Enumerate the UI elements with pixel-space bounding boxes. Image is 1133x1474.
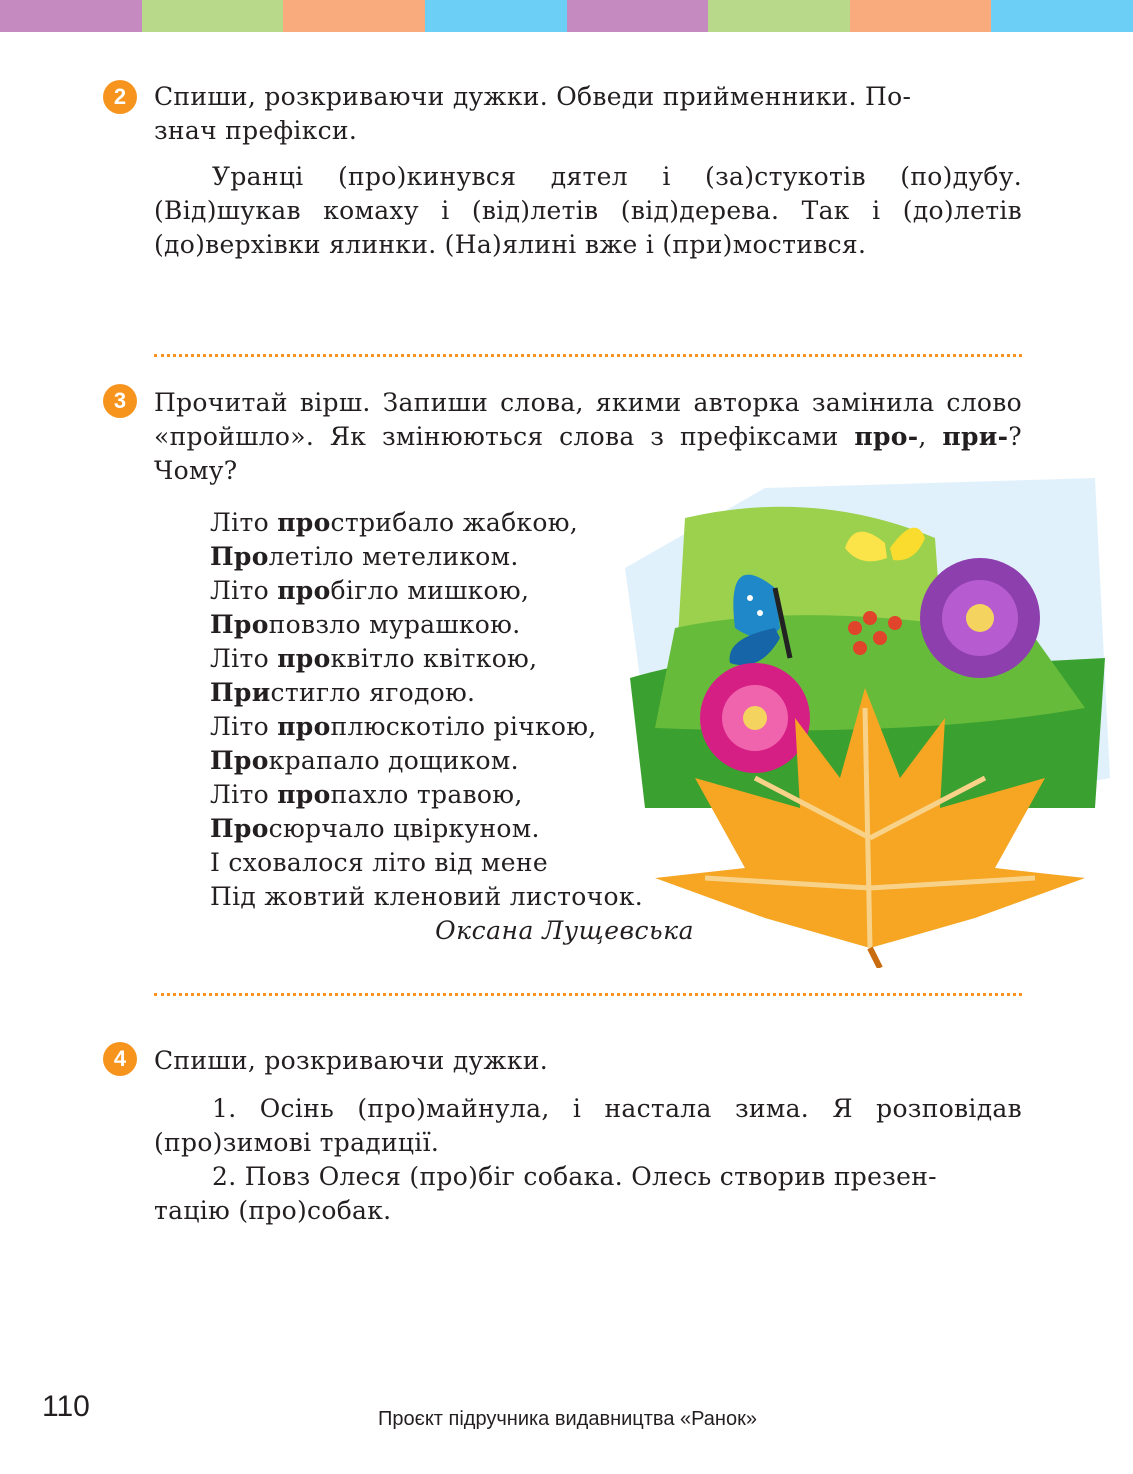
poem-text: крапало дощиком. bbox=[268, 746, 519, 775]
poem-text: повзло мурашкою. bbox=[268, 610, 521, 639]
poem-line bbox=[210, 744, 643, 778]
poem-prefix: Про bbox=[210, 542, 269, 571]
poem-prefix: про bbox=[277, 644, 331, 673]
task-number-badge: 2 bbox=[103, 80, 137, 114]
task-3-instruction bbox=[154, 386, 1022, 488]
prefix-pry: при- bbox=[942, 422, 1009, 451]
stripe-segment bbox=[850, 0, 992, 32]
stripe-segment bbox=[142, 0, 284, 32]
poem-line bbox=[210, 506, 643, 540]
task-4-instruction: Спиши, розкриваючи дужки. bbox=[154, 1046, 548, 1075]
poem-text: стигло ягодою. bbox=[270, 678, 476, 707]
poem-line bbox=[210, 608, 643, 642]
dotted-divider bbox=[154, 993, 1022, 996]
task-number-badge: 3 bbox=[103, 384, 137, 418]
poem-prefix: Про bbox=[210, 746, 269, 775]
poem-text: бігло мишкою, bbox=[330, 576, 530, 605]
stripe-segment bbox=[425, 0, 567, 32]
page-number: 110 bbox=[42, 1390, 90, 1423]
poem-line bbox=[210, 540, 643, 574]
task-4 bbox=[154, 1044, 1022, 1228]
prefix-pro: про- bbox=[854, 422, 919, 451]
stripe-segment bbox=[283, 0, 425, 32]
poem-prefix: Про bbox=[210, 814, 269, 843]
poem-text: плюскотіло річкою, bbox=[330, 712, 597, 741]
task-4-item-1: 1. Осінь (про)майнула, і настала зима. Я розповідав (про)зимові традиції. bbox=[154, 1094, 1022, 1157]
poem-text: пахло травою, bbox=[330, 780, 523, 809]
poem-prefix: про bbox=[277, 576, 331, 605]
poem-line bbox=[210, 846, 643, 880]
poem-line bbox=[210, 812, 643, 846]
color-stripe bbox=[0, 0, 1133, 32]
stripe-segment bbox=[991, 0, 1133, 32]
pink-flower-icon bbox=[700, 663, 810, 773]
poem-prefix: про bbox=[277, 712, 331, 741]
poem-line bbox=[210, 710, 643, 744]
task-number-badge: 4 bbox=[103, 1042, 137, 1076]
poem-text: летіло метеликом. bbox=[268, 542, 519, 571]
stripe-segment bbox=[0, 0, 142, 32]
task-2-instruction: Спиши, розкриваючи дужки. Обведи прийменники. По- знач префікси. bbox=[154, 82, 912, 145]
task-4-item-2: 2. Повз Олеся (про)біг собака. Олесь створив презен- тацію (про)собак. bbox=[154, 1162, 937, 1225]
poem-text: Літо bbox=[210, 712, 278, 741]
task-2-text: Уранці (про)кинувся дятел і (за)стукотів (по)дубу. (Від)шукав комаху і (від)летів (від)дерева. Так і (до)летів (до)верхівки ялинки. (На)ялині вже і (при)мостився. bbox=[154, 162, 1022, 259]
poem-line bbox=[210, 642, 643, 676]
poem-text: Літо bbox=[210, 508, 278, 537]
stripe-segment bbox=[708, 0, 850, 32]
poem-text: квітло квіткою, bbox=[330, 644, 538, 673]
separator: , bbox=[918, 422, 943, 451]
poem-prefix: Про bbox=[210, 610, 269, 639]
poem bbox=[210, 506, 643, 914]
poem-text: І сховалося літо від мене bbox=[210, 848, 548, 877]
poem-author: Оксана Лущевська bbox=[435, 916, 694, 945]
poem-text: Літо bbox=[210, 780, 278, 809]
poem-line bbox=[210, 880, 643, 914]
footer-text: Проєкт підручника видавництва «Ранок» bbox=[378, 1408, 757, 1430]
purple-flower-icon bbox=[920, 558, 1040, 678]
poem-line bbox=[210, 778, 643, 812]
poem-text: Літо bbox=[210, 644, 278, 673]
instruction-end: ? Чому? bbox=[154, 422, 1023, 485]
poem-prefix: При bbox=[210, 678, 271, 707]
poem-text: Літо bbox=[210, 576, 278, 605]
poem-prefix: про bbox=[277, 780, 331, 809]
poem-text: сюрчало цвіркуном. bbox=[268, 814, 540, 843]
poem-prefix: про bbox=[277, 508, 331, 537]
poem-line bbox=[210, 574, 643, 608]
poem-text: Під жовтий кленовий листочок. bbox=[210, 882, 644, 911]
autumn-leaf-illustration bbox=[615, 478, 1115, 968]
instruction-text: Прочитай вірш. Запиши слова, якими авторка замінила слово «пройшло». Як змінюються слова з префіксами bbox=[154, 388, 1022, 451]
poem-text: стрибало жабкою, bbox=[330, 508, 579, 537]
poem-line bbox=[210, 676, 643, 710]
task-2 bbox=[154, 80, 1022, 262]
dotted-divider bbox=[154, 354, 1022, 357]
stripe-segment bbox=[567, 0, 709, 32]
